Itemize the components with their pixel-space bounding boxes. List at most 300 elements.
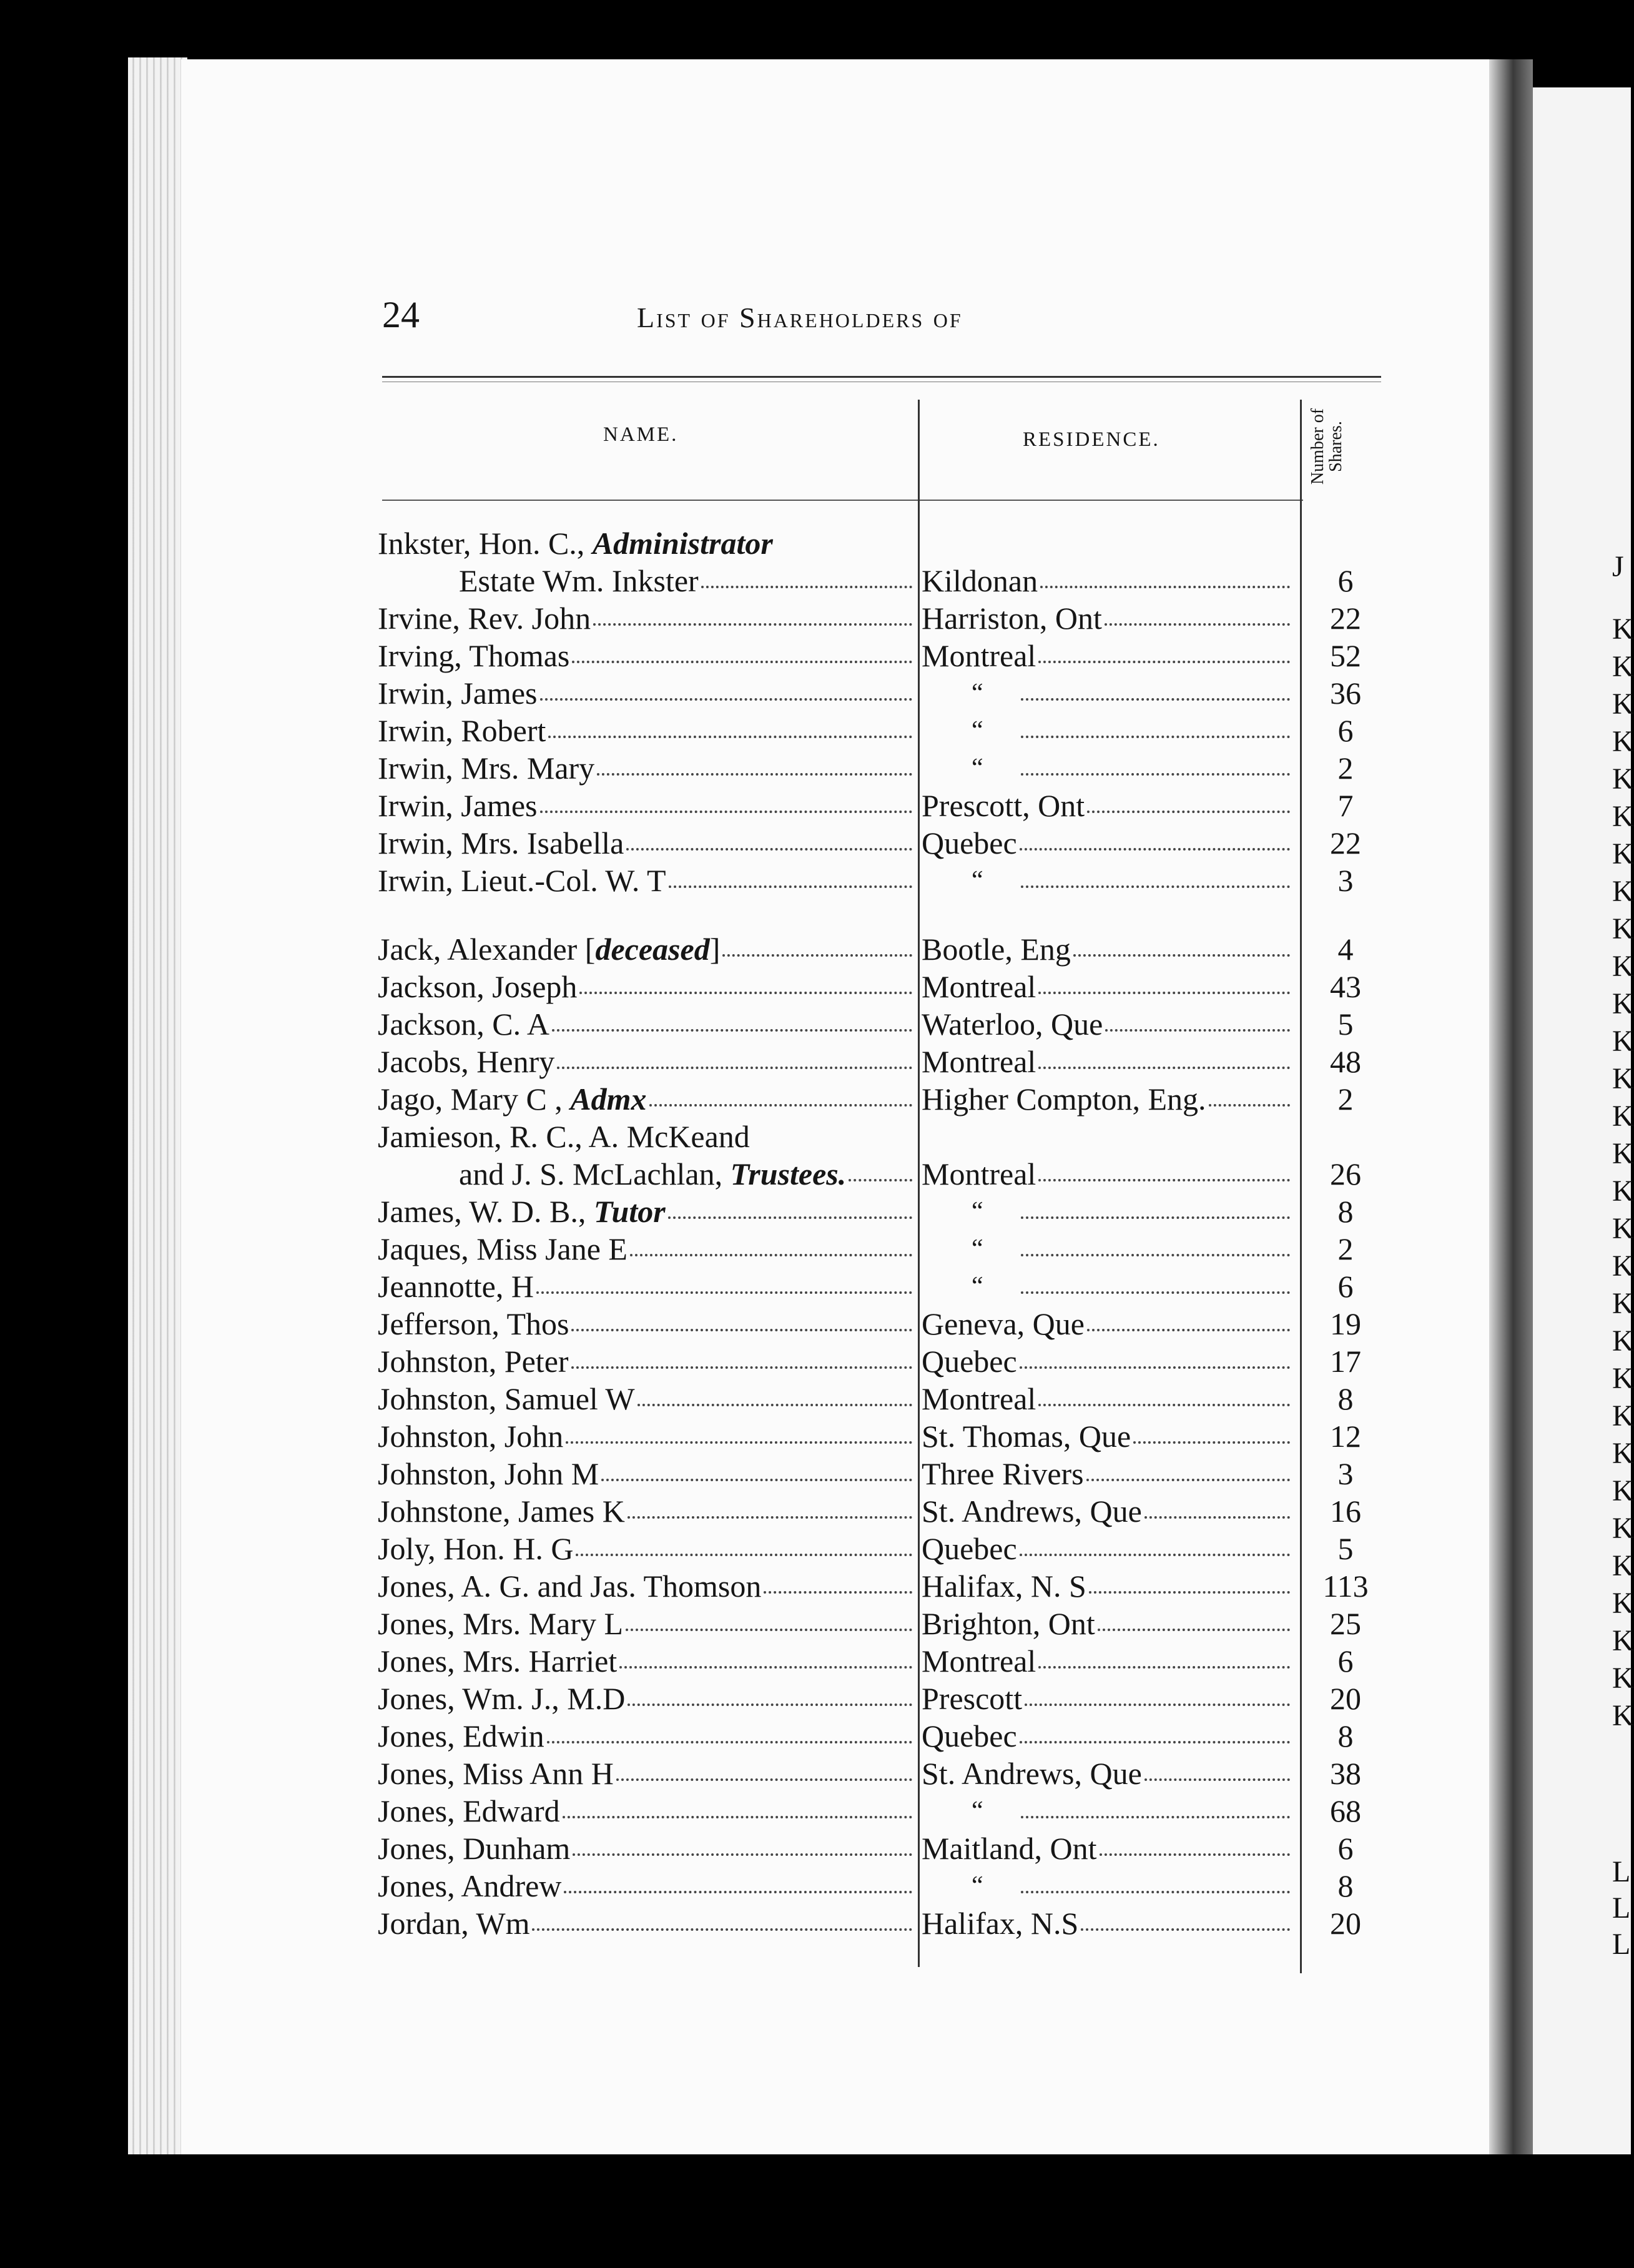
shareholder-name	[378, 1005, 916, 1043]
table-row	[0, 968, 1499, 1005]
name-text: Johnstone, James K	[378, 1494, 625, 1529]
leader-dots	[579, 992, 912, 994]
leader-dots	[601, 1479, 912, 1481]
facing-page-letter: K	[1612, 1437, 1634, 1470]
table-row	[0, 824, 1499, 862]
facing-page-letter: K	[1612, 762, 1634, 796]
shareholder-name	[378, 1343, 916, 1380]
shares-count: 6	[1337, 1269, 1354, 1304]
leader-dots	[668, 1216, 912, 1219]
name-text: Jones, Miss Ann H	[378, 1756, 614, 1791]
table-row	[0, 1230, 1499, 1268]
shareholder-name	[378, 1680, 916, 1717]
shares-count	[1302, 1118, 1389, 1155]
name-text: Jago, Mary C , Admx	[378, 1082, 647, 1117]
table-row	[0, 1492, 1499, 1530]
leader-dots	[1087, 1329, 1290, 1331]
shares-count: 7	[1337, 788, 1354, 823]
leader-dots	[1073, 954, 1290, 957]
leader-dots	[630, 1254, 912, 1256]
facing-page-letter: K	[1612, 1062, 1634, 1095]
table-row	[0, 749, 1499, 787]
shareholder-name	[459, 562, 916, 599]
facing-page-letter: K	[1612, 1587, 1634, 1620]
leader-dots	[1021, 1816, 1290, 1818]
shareholder-name	[378, 1792, 916, 1830]
shares-count: 8	[1337, 1718, 1354, 1753]
shareholder-name	[378, 787, 916, 824]
table-row	[0, 1567, 1499, 1605]
shareholder-name	[378, 1230, 916, 1268]
shareholder-name	[378, 1717, 916, 1755]
leader-dots	[628, 1703, 912, 1706]
leader-dots	[1020, 848, 1290, 850]
leader-dots	[1086, 1479, 1290, 1481]
leader-dots	[1020, 1741, 1290, 1743]
page-number: 24	[382, 294, 420, 335]
column-header-shares: Number of Shares.	[1308, 408, 1346, 485]
leader-dots	[1040, 586, 1290, 588]
shares-count: 25	[1330, 1606, 1361, 1641]
residence	[922, 1455, 1294, 1492]
residence-text: Three Rivers	[922, 1456, 1084, 1491]
residence	[922, 1268, 1294, 1305]
leader-dots	[572, 661, 912, 663]
residence-text: Prescott	[922, 1681, 1023, 1716]
leader-dots	[552, 1029, 912, 1032]
leader-dots	[563, 1816, 912, 1818]
shareholder-name	[378, 1567, 916, 1605]
shareholder-name	[378, 637, 916, 674]
facing-page-letter: K	[1612, 1399, 1634, 1432]
ditto-mark: “	[972, 754, 983, 782]
leader-dots	[849, 1179, 912, 1181]
shares-count: 2	[1337, 1082, 1354, 1117]
residence-text: Halifax, N. S	[922, 1569, 1086, 1604]
residence	[922, 1492, 1294, 1530]
leader-dots	[593, 623, 912, 626]
leader-dots	[1038, 992, 1290, 994]
ditto-mark: “	[972, 866, 983, 895]
table-row	[0, 1268, 1499, 1305]
shares-count: 2	[1337, 751, 1354, 786]
residence-text: Montreal	[922, 638, 1036, 673]
residence	[922, 1343, 1294, 1380]
name-text: Jefferson, Thos	[378, 1306, 569, 1341]
shares-count: 8	[1337, 1868, 1354, 1903]
facing-page-letter: K	[1612, 1512, 1634, 1545]
shares-count: 48	[1330, 1044, 1361, 1079]
shareholder-name	[378, 1043, 916, 1080]
facing-page-letter: K	[1612, 1549, 1634, 1582]
facing-page-letter: K	[1612, 837, 1634, 870]
name-text: Estate Wm. Inkster	[459, 563, 699, 598]
residence	[922, 824, 1294, 862]
shares-count: 38	[1330, 1756, 1361, 1791]
leader-dots	[576, 1554, 912, 1556]
facing-page-letter: L	[1612, 1928, 1631, 1961]
name-text: Jones, Edward	[378, 1793, 560, 1828]
leader-dots	[1089, 1591, 1290, 1594]
shareholder-name	[378, 1305, 916, 1343]
residence	[922, 1642, 1294, 1680]
leader-dots	[532, 1928, 912, 1931]
shares-count: 68	[1330, 1793, 1361, 1828]
table-row	[0, 862, 1499, 899]
table-row	[0, 525, 1499, 562]
leader-dots	[1144, 1778, 1290, 1781]
residence	[922, 1792, 1294, 1830]
leader-dots	[597, 773, 912, 776]
facing-page-letter: K	[1612, 1025, 1634, 1058]
residence-text: Montreal	[922, 1381, 1036, 1416]
residence-text: Montreal	[922, 1644, 1036, 1679]
shares-count: 20	[1330, 1681, 1361, 1716]
facing-page-letter: K	[1612, 1287, 1634, 1320]
shares-count: 2	[1337, 1231, 1354, 1266]
name-text: Johnston, John M	[378, 1456, 599, 1491]
facing-page-letter: K	[1612, 613, 1634, 646]
residence-text: Bootle, Eng	[922, 932, 1071, 967]
residence	[922, 1605, 1294, 1642]
shares-count: 17	[1330, 1344, 1361, 1379]
name-text: Johnston, John	[378, 1419, 564, 1454]
facing-page-letter: K	[1612, 1474, 1634, 1507]
shareholder-name	[378, 1268, 916, 1305]
name-text: Johnston, Samuel W	[378, 1381, 635, 1416]
table-row	[0, 674, 1499, 712]
shares-count: 6	[1337, 563, 1354, 598]
leader-dots	[626, 1629, 912, 1631]
facing-page-letter: K	[1612, 1699, 1634, 1732]
name-text: Joly, Hon. H. G	[378, 1531, 574, 1566]
table-row	[0, 1193, 1499, 1230]
name-text: Jordan, Wm	[378, 1906, 530, 1941]
residence	[922, 1043, 1294, 1080]
facing-page-letter: K	[1612, 875, 1634, 908]
shareholder-name	[378, 1455, 916, 1492]
shareholder-name	[378, 968, 916, 1005]
shareholder-name	[378, 749, 916, 787]
name-text: Jeannotte, H	[378, 1269, 534, 1304]
leader-dots	[1021, 1291, 1290, 1294]
residence	[922, 1380, 1294, 1418]
leader-dots	[1100, 1853, 1290, 1856]
residence-text: Waterloo, Que	[922, 1007, 1103, 1042]
shares-count: 19	[1330, 1306, 1361, 1341]
table-row	[0, 562, 1499, 599]
leader-dots	[1038, 1179, 1290, 1181]
facing-page-letter: K	[1612, 688, 1634, 721]
facing-page-letter: L	[1612, 1891, 1631, 1925]
leader-dots	[669, 885, 912, 888]
table-row	[0, 1418, 1499, 1455]
shareholder-name	[378, 1905, 916, 1942]
name-text: Jack, Alexander [deceased]	[378, 932, 721, 967]
facing-page-letter: K	[1612, 987, 1634, 1020]
name-text: Johnston, Peter	[378, 1344, 569, 1379]
column-header-rule	[382, 500, 1303, 501]
name-text: Jackson, Joseph	[378, 969, 578, 1004]
shareholder-name	[378, 712, 916, 749]
leader-dots	[536, 1291, 912, 1294]
shares-count: 22	[1330, 601, 1361, 636]
name-text: Jones, Andrew	[378, 1868, 562, 1903]
shareholder-name	[378, 862, 916, 899]
residence	[922, 1418, 1294, 1455]
name-text: Jamieson, R. C., A. McKeand	[378, 1119, 750, 1154]
shares-count: 6	[1337, 1831, 1354, 1866]
leader-dots	[540, 811, 913, 813]
shareholder-name	[378, 674, 916, 712]
shares-count: 20	[1330, 1906, 1361, 1941]
leader-dots	[701, 586, 912, 588]
residence-text: Higher Compton, Eng.	[922, 1082, 1206, 1117]
leader-dots	[1038, 661, 1290, 663]
leader-dots	[564, 1891, 912, 1893]
residence	[922, 599, 1294, 637]
name-text: Irwin, Mrs. Isabella	[378, 826, 624, 860]
shareholder-name	[378, 824, 916, 862]
shareholder-name	[378, 1118, 916, 1155]
table-row	[0, 1343, 1499, 1380]
facing-page-letter: K	[1612, 912, 1634, 945]
table-row	[0, 1717, 1499, 1755]
name-text: Jones, Mrs. Harriet	[378, 1644, 618, 1679]
name-text: Irwin, Robert	[378, 713, 546, 748]
residence-text: Brighton, Ont	[922, 1606, 1095, 1641]
facing-page-letter: K	[1612, 950, 1634, 983]
name-text: Jones, Mrs. Mary L	[378, 1606, 624, 1641]
shares-count: 113	[1322, 1569, 1369, 1604]
table-row	[0, 637, 1499, 674]
ditto-mark: “	[972, 1871, 983, 1900]
facing-page-letter: K	[1612, 725, 1634, 758]
leader-dots	[566, 1441, 912, 1444]
shareholder-name	[378, 599, 916, 637]
shares-count: 5	[1337, 1531, 1354, 1566]
shares-count: 3	[1337, 1456, 1354, 1491]
leader-dots	[1038, 1404, 1290, 1406]
residence	[922, 1830, 1294, 1867]
shareholder-name	[378, 1530, 916, 1567]
shareholder-name	[378, 1605, 916, 1642]
residence	[922, 1118, 1294, 1155]
residence-text: Maitland, Ont	[922, 1831, 1097, 1866]
ditto-mark: “	[972, 1272, 983, 1301]
shareholder-name	[378, 1867, 916, 1905]
residence-text: Quebec	[922, 1344, 1017, 1379]
residence-text: Prescott, Ont	[922, 788, 1085, 823]
residence	[922, 1680, 1294, 1717]
table-row	[0, 1455, 1499, 1492]
shares-count: 43	[1330, 969, 1361, 1004]
table-row	[0, 1680, 1499, 1717]
name-text: Irwin, James	[378, 788, 538, 823]
running-head: List of Shareholders of	[637, 302, 963, 333]
residence	[922, 968, 1294, 1005]
leader-dots	[1105, 1029, 1290, 1032]
shareholder-name	[378, 1380, 916, 1418]
residence	[922, 787, 1294, 824]
column-header-residence: RESIDENCE.	[1023, 428, 1160, 451]
residence-text: St. Thomas, Que	[922, 1419, 1131, 1454]
column-header-name: NAME.	[603, 423, 679, 446]
name-text: Jones, Wm. J., M.D	[378, 1681, 626, 1716]
facing-page-letter: K	[1612, 1362, 1634, 1395]
leader-dots	[1105, 623, 1290, 626]
leader-dots	[540, 698, 913, 701]
name-text: Jacobs, Henry	[378, 1044, 555, 1079]
residence	[922, 862, 1294, 899]
leader-dots	[722, 954, 912, 957]
residence	[922, 1305, 1294, 1343]
residence	[922, 712, 1294, 749]
residence	[922, 1567, 1294, 1605]
name-text: and J. S. McLachlan, Trustees.	[459, 1156, 847, 1191]
table-row	[0, 1792, 1499, 1830]
table-row	[0, 930, 1499, 968]
name-text: Irving, Thomas	[378, 638, 570, 673]
shareholder-name	[378, 1642, 916, 1680]
leader-dots	[1021, 698, 1290, 701]
table-row	[0, 1380, 1499, 1418]
table-row	[0, 1642, 1499, 1680]
leader-dots	[1021, 885, 1290, 888]
residence-text: Quebec	[922, 826, 1017, 860]
leader-dots	[1021, 1216, 1290, 1219]
leader-dots	[637, 1404, 912, 1406]
table-row	[0, 1005, 1499, 1043]
header-rule	[382, 376, 1381, 378]
leader-dots	[649, 1104, 912, 1107]
residence-text: Harriston, Ont	[922, 601, 1102, 636]
table-row	[0, 712, 1499, 749]
name-text: Irvine, Rev. John	[378, 601, 591, 636]
shareholder-name	[378, 1755, 916, 1792]
leader-dots	[626, 848, 912, 850]
table-row	[0, 1530, 1499, 1567]
table-row	[0, 1867, 1499, 1905]
facing-page-letter: K	[1612, 1662, 1634, 1695]
leader-dots	[557, 1067, 912, 1069]
leader-dots	[548, 736, 912, 738]
table-row	[0, 1755, 1499, 1792]
leader-dots	[573, 1853, 912, 1856]
leader-dots	[1021, 1891, 1290, 1893]
name-text: Jackson, C. A	[378, 1007, 549, 1042]
name-text: James, W. D. B., Tutor	[378, 1194, 666, 1229]
shareholder-name	[378, 1830, 916, 1867]
name-text: Jaques, Miss Jane E	[378, 1231, 628, 1266]
leader-dots	[616, 1778, 912, 1781]
facing-page-letter: K	[1612, 800, 1634, 833]
residence-text: Montreal	[922, 969, 1036, 1004]
facing-page-letter: K	[1612, 1250, 1634, 1283]
leader-dots	[571, 1329, 912, 1331]
leader-dots	[547, 1741, 912, 1743]
residence-text: Quebec	[922, 1718, 1017, 1753]
residence-text: Quebec	[922, 1531, 1017, 1566]
name-text: Irwin, Lieut.-Col. W. T	[378, 863, 666, 898]
table-row	[0, 787, 1499, 824]
residence	[922, 1230, 1294, 1268]
facing-page-letter: K	[1612, 1212, 1634, 1245]
residence	[922, 1755, 1294, 1792]
name-text: Jones, A. G. and Jas. Thomson	[378, 1569, 762, 1604]
leader-dots	[764, 1591, 912, 1594]
shares-count: 8	[1337, 1381, 1354, 1416]
table-row	[0, 599, 1499, 637]
shares-count: 3	[1337, 863, 1354, 898]
leader-dots	[1021, 736, 1290, 738]
shareholder-name	[459, 1155, 916, 1193]
name-text: Irwin, Mrs. Mary	[378, 751, 595, 786]
leader-dots	[1133, 1441, 1290, 1444]
leader-dots	[1038, 1666, 1290, 1669]
residence-text: Kildonan	[922, 563, 1038, 598]
residence	[922, 1867, 1294, 1905]
residence	[922, 525, 1294, 562]
leader-dots	[619, 1666, 912, 1669]
facing-page-letter: K	[1612, 1175, 1634, 1208]
table-row	[0, 1118, 1499, 1155]
scan-border-bottom	[0, 2154, 1631, 2268]
table-row	[0, 1305, 1499, 1343]
shares-count: 26	[1330, 1156, 1361, 1191]
residence	[922, 749, 1294, 787]
name-text: Jones, Edwin	[378, 1718, 544, 1753]
shares-count	[1302, 525, 1389, 562]
leader-dots	[1025, 1703, 1290, 1706]
leader-dots	[571, 1366, 912, 1369]
ditto-mark: “	[972, 1235, 983, 1263]
residence-text: Halifax, N.S	[922, 1906, 1079, 1941]
shares-count: 12	[1330, 1419, 1361, 1454]
name-text: Irwin, James	[378, 676, 538, 711]
shares-count: 6	[1337, 1644, 1354, 1679]
leader-dots	[1020, 1554, 1290, 1556]
table-row	[0, 1155, 1499, 1193]
residence-text: Montreal	[922, 1044, 1036, 1079]
table-row	[0, 1905, 1499, 1942]
residence	[922, 1530, 1294, 1567]
facing-page-letter: K	[1612, 1137, 1634, 1170]
residence	[922, 637, 1294, 674]
table-row	[0, 1830, 1499, 1867]
leader-dots	[1081, 1928, 1290, 1931]
leader-dots	[1038, 1067, 1290, 1069]
shareholder-name	[378, 525, 916, 562]
leader-dots	[1098, 1629, 1290, 1631]
residence-text: St. Andrews, Que	[922, 1756, 1142, 1791]
shares-count: 52	[1330, 638, 1361, 673]
facing-page-letter: K	[1612, 650, 1634, 683]
leader-dots	[628, 1516, 912, 1519]
facing-page-letter: L	[1612, 1855, 1631, 1888]
leader-dots	[1087, 811, 1290, 813]
shareholder-name	[378, 1080, 916, 1118]
shares-count: 16	[1330, 1494, 1361, 1529]
residence	[922, 1155, 1294, 1193]
ditto-mark: “	[972, 716, 983, 745]
residence	[922, 1005, 1294, 1043]
ditto-mark: “	[972, 1197, 983, 1226]
leader-dots	[1144, 1516, 1290, 1519]
shares-count: 8	[1337, 1194, 1354, 1229]
residence	[922, 1905, 1294, 1942]
leader-dots	[1021, 1254, 1290, 1256]
